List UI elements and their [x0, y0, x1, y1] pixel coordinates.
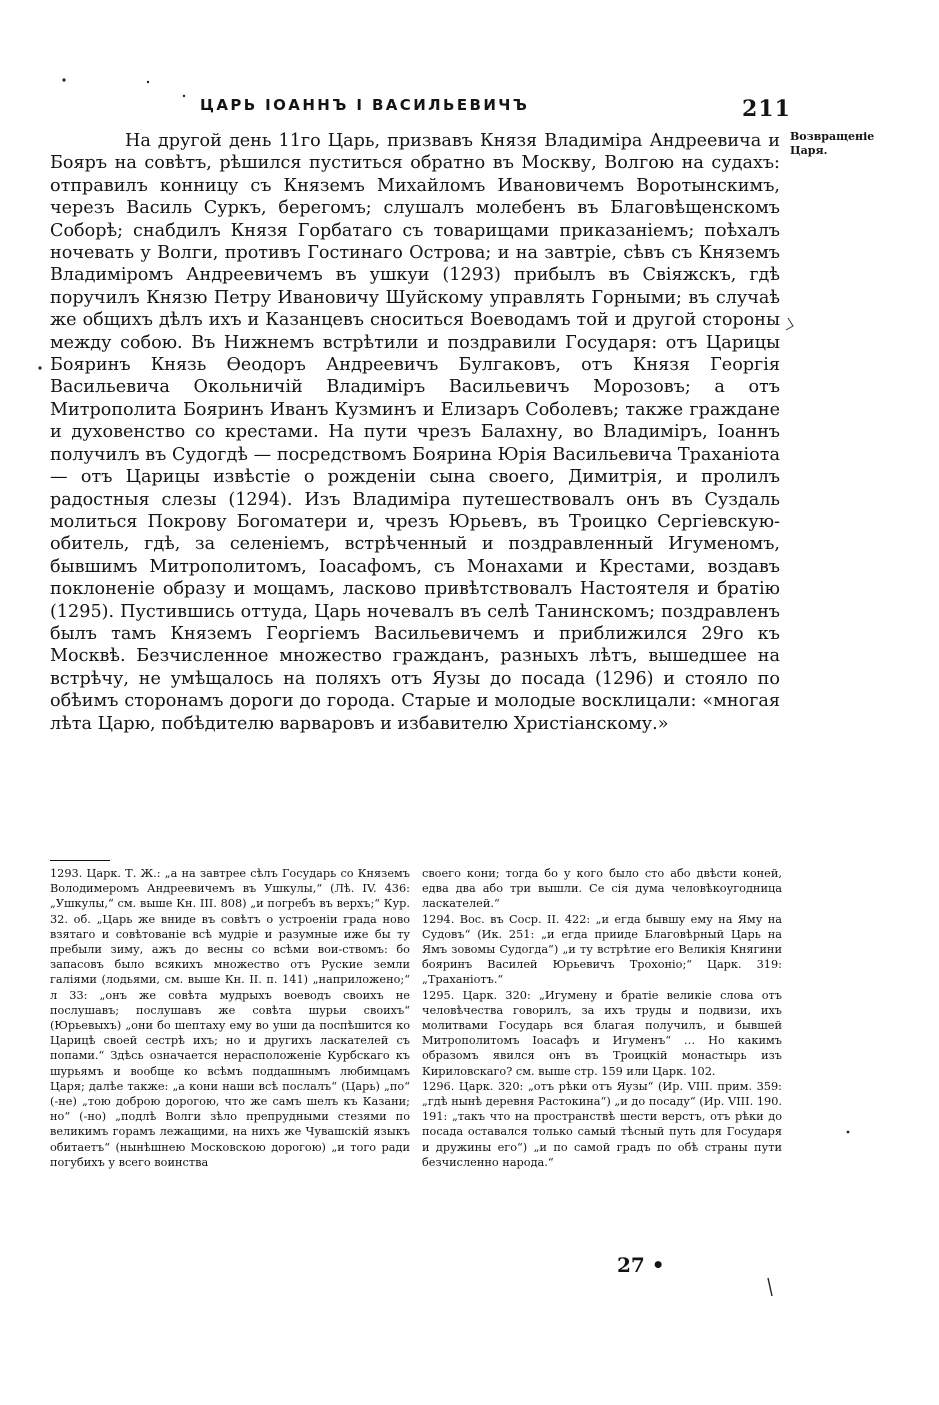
footnote-1294: 1294. Вос. въ Соср. II. 422: „и егда бывшу ему на Яму на Судовъ“ (Ик. 251: „и егда прииде Благовѣрный Царь на Ямъ зовомы Судогда“) „и ту встрѣтие его Великія Княгини бояринъ Василей Юрьевичъ Трохоніо;“ Царк. 319: „Траханіотъ.“ — [422, 912, 782, 987]
speck — [38, 366, 41, 369]
footnote-1293: 1293. Царк. Т. Ж.: „а на завтрее сѣлъ Государь со Княземъ Володимеромъ Андреевичемъ въ Ушкулы,“ (Лѣ. IV. 436: „Ушкулы,“ см. выше Кн. III. 808) „и погребъ въ верхъ;“ Кур. 32. об. „Царь же вниде въ совѣтъ о устроеніи града ново взятаго и совѣтованіе всѣ мудріе и разумные иже бы ту пребыли зиму, ажъ до весны со всѣми вои-ствомъ: бо запасовъ было всякихъ множество отъ Руские земли галіями (лодьями, см. выше Кн. II. п. 141) „наприложено;“ л 33: „онъ же совѣта мудрыхъ воеводъ своихъ не послушавъ; послушавъ же совѣта шурьи своихъ“ (Юрьевыхъ) „они бо шептаху ему во уши да поспѣшится ко Царицѣ своей сестрѣ ихъ; но и другихъ ласкателей съ попами.“ Здѣсь означается нерасположеніе Курбскаго къ шурьямъ и вообще ко всѣмъ поддашнымъ любимцамъ Царя; далѣе также: „а кони наши всѣ послалъ“ (Царь) „по“ (-не) „тою доброю дорогою, что же самъ шелъ къ Казани; но“ (-но) „подлѣ Волги зѣло препрудными стезями по великимъ горамъ лежащими, на нихъ же Чувашскій языкъ обитаетъ“ (нынѣшнею Московскою дорогою) „и того ради погубихъ у всего воинства — [50, 867, 410, 1169]
speck — [847, 1131, 850, 1134]
speck — [62, 78, 65, 81]
speck — [768, 1278, 772, 1296]
footnote-1293-continued: своего кони; тогда бо у кого было сто або двѣсти коней, едва два або три вышли. Се сія дума человѣкоугодница ласкателей.“ — [422, 867, 782, 911]
footnote-1295: 1295. Царк. 320: „Игумену и братіе великіе слова отъ человѣчества говорилъ, за ихъ труды и подвизи, ихъ молитвами Государь вся благая получилъ, и бывшей Митрополитомъ Іоасафъ и Игуменъ“ … Но какимъ образомъ явился онъ въ Троицкій монастырь изъ Кириловскаго? см. выше стр. 159 или Царк. 102. — [422, 988, 782, 1078]
page-number: 211 — [742, 96, 791, 122]
signature-mark: 27 • — [617, 1253, 665, 1277]
footnote-1296: 1296. Царк. 320: „отъ рѣки отъ Яузы“ (Ир. VIII. прим. 359: „гдѣ нынѣ деревня Растокина“) „и до посаду“ (Ир. VIII. 190. 191: „такъ что на пространствѣ шести верстъ, отъ рѣки до посада оставался только самый тѣсный путь для Государя и дружины его“) „и по самой градъ по обѣ страны пути безчисленно народа.“ — [422, 1079, 782, 1169]
speck — [147, 81, 149, 83]
main-text: На другой день 11го Царь, призвавъ Князя Владиміра Андреевича и Бояръ на совѣтъ, рѣшился пуститься обратно въ Москву, Волгою на судахъ: отправилъ конницу съ Княземъ Михайломъ Ивановичемъ Воротынскимъ, черезъ Василь Суркъ, берегомъ; слушалъ молебенъ въ Благовѣщенскомъ Соборѣ; снабдилъ Князя Горбатаго съ товарищами приказаніемъ; поѣхалъ ночевать у Волги, противъ Гостинаго Острова; и на завтріе, сѣвъ съ Княземъ Владиміромъ Андреевичемъ въ ушкуи (1293) прибылъ въ Свіяжскъ, гдѣ поручилъ Князю Петру Ивановичу Шуйскому управлять Горными; въ случаѣ же общихъ дѣлъ ихъ и Казанцевъ сноситься Воеводамъ той и другой стороны между собою. Въ Нижнемъ встрѣтили и поздравили Государя: отъ Царицы Бояринъ Князь Ѳеодоръ Андреевичъ Булгаковъ, отъ Князя Георгія Васильевича Окольничій Владиміръ Васильевичъ Морозовъ; а отъ Митрополита Бояринъ Иванъ Кузминъ и Елизаръ Соболевъ; также граждане и духовенство со крестами. На пути чрезъ Балахну, во Владиміръ, Іоаннъ получилъ въ Судогдѣ — посредствомъ Боярина Юрія Васильевича Траханіота — отъ Царицы извѣстіе о рожденіи сына своего, Димитрія, и пролилъ радостныя слезы (1294). Изъ Владиміра путешествовалъ онъ въ Суздаль молиться Покрову Богоматери и, чрезъ Юрьевъ, въ Троицко Сергіевскую-обитель, гдѣ, за селеніемъ, встрѣченный и поздравленный Игуменомъ, бывшимъ Митрополитомъ, Іоасафомъ, съ Монахами и Крестами, воздавъ поклоненіе образу и мощамъ, ласково привѣтствовалъ Настоятеля и братію (1295). Пустившись оттуда, Царь ночевалъ въ селѣ Танинскомъ; поздравленъ былъ тамъ Княземъ Георгіемъ Васильевичемъ и приближился 29го къ Москвѣ. Безчисленное множество гражданъ, разныхъ лѣтъ, вышедшее на встрѣчу, не умѣщалось на поляхъ отъ Яузы до посада (1296) и стояло по обѣимъ сторонамъ дороги до города. Старые и молодые восклицали: «многая лѣта Царю, побѣдителю варваровъ и избавителю Христіанскому.» — [50, 131, 780, 734]
running-head: ЦАРЬ ІОАННЪ І ВАСИЛЬЕВИЧЪ — [200, 96, 530, 114]
speck — [786, 318, 793, 330]
margin-note: Возвращеніе Царя. — [790, 130, 875, 157]
speck — [183, 95, 185, 97]
